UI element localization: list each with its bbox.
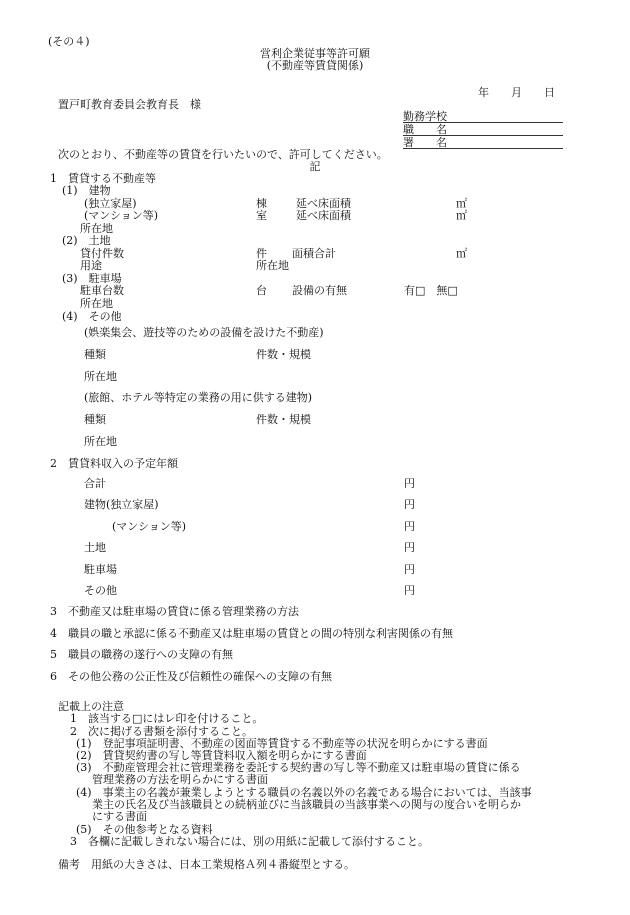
s1-count-scale-2: 件数・規模 bbox=[256, 413, 311, 426]
name-label: 署 名 bbox=[403, 136, 447, 149]
workplace-label: 勤務学校 bbox=[403, 110, 447, 123]
s1-unit-ken: 件 bbox=[256, 247, 267, 260]
s2-yen-1: 円 bbox=[404, 477, 415, 490]
note-1: 1 該当する□にはレ印を付けること。 bbox=[70, 712, 264, 725]
s1-yes-no-checkbox[interactable]: 有□ 無□ bbox=[404, 284, 458, 297]
note-2-3a: (3) 不動産管理会社に管理業務を委託する契約書の写し等不動産又は駐車場の賃貸に係る bbox=[76, 761, 521, 774]
ki-mark: 記 bbox=[309, 160, 321, 173]
s1-floor-area-1: 延べ床面積 bbox=[296, 197, 351, 210]
s1-area-total: 面積合計 bbox=[292, 247, 336, 260]
s1-p2-land: (2) 土地 bbox=[62, 234, 111, 247]
s1-detached: (独立家屋) bbox=[84, 197, 137, 210]
s2-other: その他 bbox=[84, 584, 117, 597]
s1-location-2: 所在地 bbox=[256, 259, 289, 272]
note-2-1: (1) 登記事項証明書、不動産の図面等賃貸する不動産等の状況を明らかにする書面 bbox=[76, 737, 488, 750]
s1-rental-count: 貸付件数 bbox=[80, 247, 124, 260]
notes-heading: 記載上の注意 bbox=[58, 700, 124, 713]
s2-yen-2: 円 bbox=[404, 498, 415, 511]
section-2-heading: 2 賃貸料収入の予定年額 bbox=[50, 457, 178, 470]
section-3: 3 不動産又は駐車場の賃貸に係る管理業務の方法 bbox=[50, 605, 299, 618]
note-2-4b: 業主の氏名及び当該職員との続柄並びに当該職員の当該事業への関与の度合いを明らか bbox=[92, 798, 521, 811]
s1-unit-dai: 台 bbox=[256, 284, 267, 297]
s1-p1-building: (1) 建物 bbox=[62, 184, 111, 197]
name-line[interactable] bbox=[403, 148, 563, 149]
s1-hotel: (旅館、ホテル等特定の業務の用に供する建物) bbox=[84, 391, 313, 404]
note-2-5: (5) その他参考となる資料 bbox=[76, 823, 213, 836]
section-4: 4 職員の職と承認に係る不動産又は駐車場の賃貸との間の特別な利害関係の有無 bbox=[50, 627, 453, 640]
section-5: 5 職員の職務の遂行への支障の有無 bbox=[50, 648, 233, 661]
s2-land: 土地 bbox=[84, 541, 106, 554]
s1-apartment: (マンション等) bbox=[84, 209, 159, 222]
note-2-2: (2) 賃貸契約書の写し等賃貸料収入額を明らかにする書面 bbox=[76, 749, 367, 762]
date-line: 年 月 日 bbox=[478, 86, 555, 99]
position-label: 職 名 bbox=[403, 123, 447, 136]
note-2-4c: にする書面 bbox=[92, 810, 147, 823]
addressee: 置戸町教育委員会教育長 様 bbox=[58, 98, 201, 111]
s2-yen-6: 円 bbox=[404, 584, 415, 597]
intro-text: 次のとおり、不動産等の賃貸を行いたいので、許可してください。 bbox=[58, 148, 388, 161]
s1-sqm-3: ㎡ bbox=[456, 247, 467, 260]
s2-yen-5: 円 bbox=[404, 563, 415, 576]
note-2: 2 次に掲げる書類を添付すること。 bbox=[70, 725, 253, 738]
s1-kind-1: 種類 bbox=[84, 348, 106, 361]
s1-use: 用途 bbox=[80, 259, 102, 272]
s1-location-4: 所在地 bbox=[84, 370, 117, 383]
s1-location-1: 所在地 bbox=[80, 222, 113, 235]
s1-p4-other: (4) その他 bbox=[62, 310, 122, 323]
form-title: 営利企業従事等許可願 bbox=[260, 47, 370, 60]
remark: 備考 用紙の大きさは、日本工業規格Ａ列４番縦型とする。 bbox=[58, 858, 355, 871]
s1-unit-mune: 棟 bbox=[256, 197, 267, 210]
s1-unit-shitsu: 室 bbox=[256, 209, 267, 222]
note-2-4a: (4) 事業主の名義が兼業しようとする職員の名義以外の名義である場合においては、当該事 bbox=[76, 786, 532, 799]
s1-parking-count: 駐車台数 bbox=[80, 284, 124, 297]
s1-sqm-1: ㎡ bbox=[456, 197, 467, 210]
form-number: (その４) bbox=[48, 35, 90, 48]
section-6: 6 その他公務の公正性及び信頼性の確保への支障の有無 bbox=[50, 670, 332, 683]
s1-count-scale-1: 件数・規模 bbox=[256, 348, 311, 361]
s1-location-3: 所在地 bbox=[80, 297, 113, 310]
s2-parking: 駐車場 bbox=[84, 563, 117, 576]
s1-equipment: 設備の有無 bbox=[292, 284, 347, 297]
s2-apartment: (マンション等) bbox=[112, 520, 187, 533]
s2-building: 建物(独立家屋) bbox=[84, 498, 159, 511]
s2-yen-4: 円 bbox=[404, 541, 415, 554]
s1-sqm-2: ㎡ bbox=[456, 209, 467, 222]
s1-floor-area-2: 延べ床面積 bbox=[296, 209, 351, 222]
s2-total: 合計 bbox=[84, 477, 106, 490]
note-2-3b: 管理業務の方法を明らかにする書面 bbox=[92, 773, 268, 786]
s1-kind-2: 種類 bbox=[84, 413, 106, 426]
form-subtitle: (不動産等賃貸関係) bbox=[266, 59, 364, 72]
s1-amusement: (娯楽集会、遊技等のための設備を設けた不動産) bbox=[84, 326, 324, 339]
note-3: 3 各欄に記載しきれない場合には、別の用紙に記載して添付すること。 bbox=[70, 835, 429, 848]
section-1-heading: 1 賃貸する不動産等 bbox=[50, 172, 156, 185]
s1-p3-parking: (3) 駐車場 bbox=[62, 272, 122, 285]
s2-yen-3: 円 bbox=[404, 520, 415, 533]
s1-location-5: 所在地 bbox=[84, 435, 117, 448]
